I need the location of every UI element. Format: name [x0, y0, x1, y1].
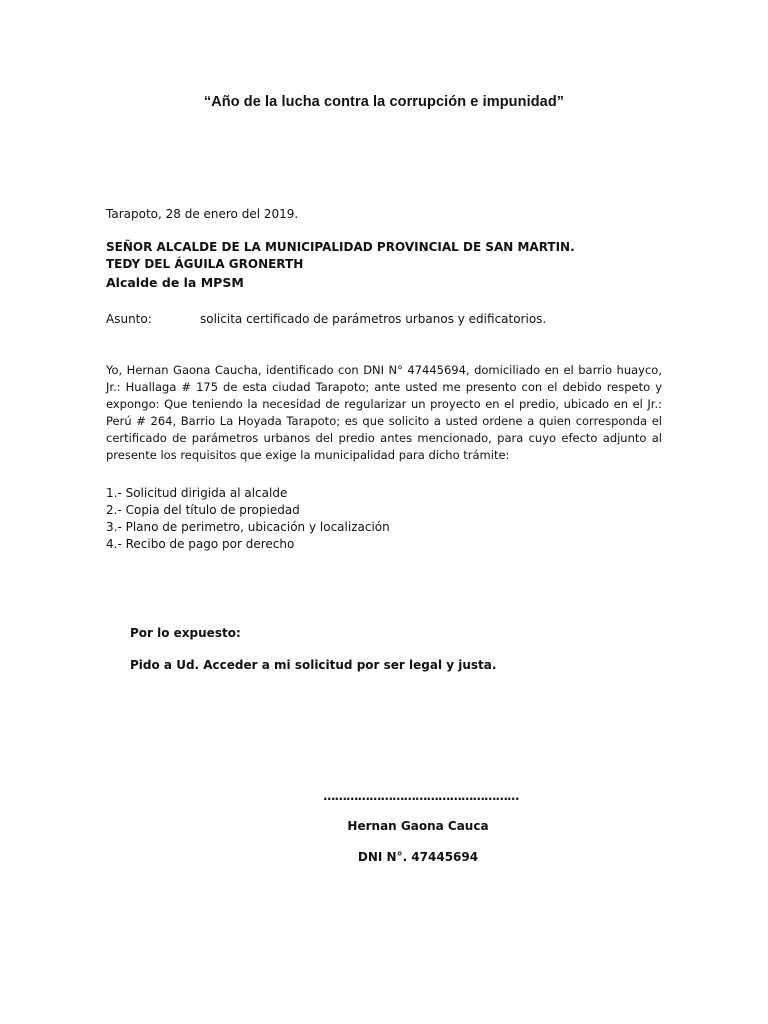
subject-line: [106, 311, 666, 328]
signer-dni: DNI N°. 47445694: [357, 850, 479, 864]
requirement-item: 4.- Recibo de pago por derecho: [106, 537, 295, 551]
signer-name: Hernan Gaona Cauca: [347, 819, 489, 833]
addressee-block: [106, 239, 575, 292]
requirement-item: 1.- Solicitud dirigida al alcalde: [106, 486, 288, 500]
addressee-name: TEDY DEL ÁGUILA GRONERTH: [106, 257, 304, 271]
closing-intro: Por lo expuesto:: [130, 626, 241, 640]
year-motto: “Año de la lucha contra la corrupción e impunidad”: [203, 94, 565, 110]
closing-request: Pido a Ud. Acceder a mi solicitud por ser legal y justa.: [130, 658, 497, 672]
letter-date: Tarapoto, 28 de enero del 2019.: [106, 207, 299, 221]
body-paragraph: Yo, Hernan Gaona Caucha, identificado con DNI N° 47445694, domiciliado en el barrio huayco, Jr.: Huallaga # 175 de esta ciudad Tarapoto; ante usted me presento con el debido respeto y expongo: Que teniendo la necesidad de regularizar un proyecto en el predio, ubicado en el Jr.: Perú # 264, Barrio La Hoyada Tarapoto; es que solicito a usted ordene a quien corresponda el certificado de parámetros urbanos del predio antes mencionado, para cuyo efecto adjunto al presente los requisitos que exige la municipalidad para dicho trámite:: [106, 363, 662, 463]
signature-line: ……………………………………………: [323, 789, 519, 803]
requirement-item: 2.- Copia del título de propiedad: [106, 503, 300, 517]
addressee-role: Alcalde de la MPSM: [106, 275, 244, 290]
requirement-item: 3.- Plano de perimetro, ubicación y localización: [106, 520, 390, 534]
subject-text: solicita certificado de parámetros urbanos y edificatorios.: [200, 312, 547, 326]
addressee-title: SEÑOR ALCALDE DE LA MUNICIPALIDAD PROVINCIAL DE SAN MARTIN.: [106, 240, 575, 254]
requirements-list: [106, 485, 626, 553]
subject-label: Asunto:: [106, 312, 152, 326]
